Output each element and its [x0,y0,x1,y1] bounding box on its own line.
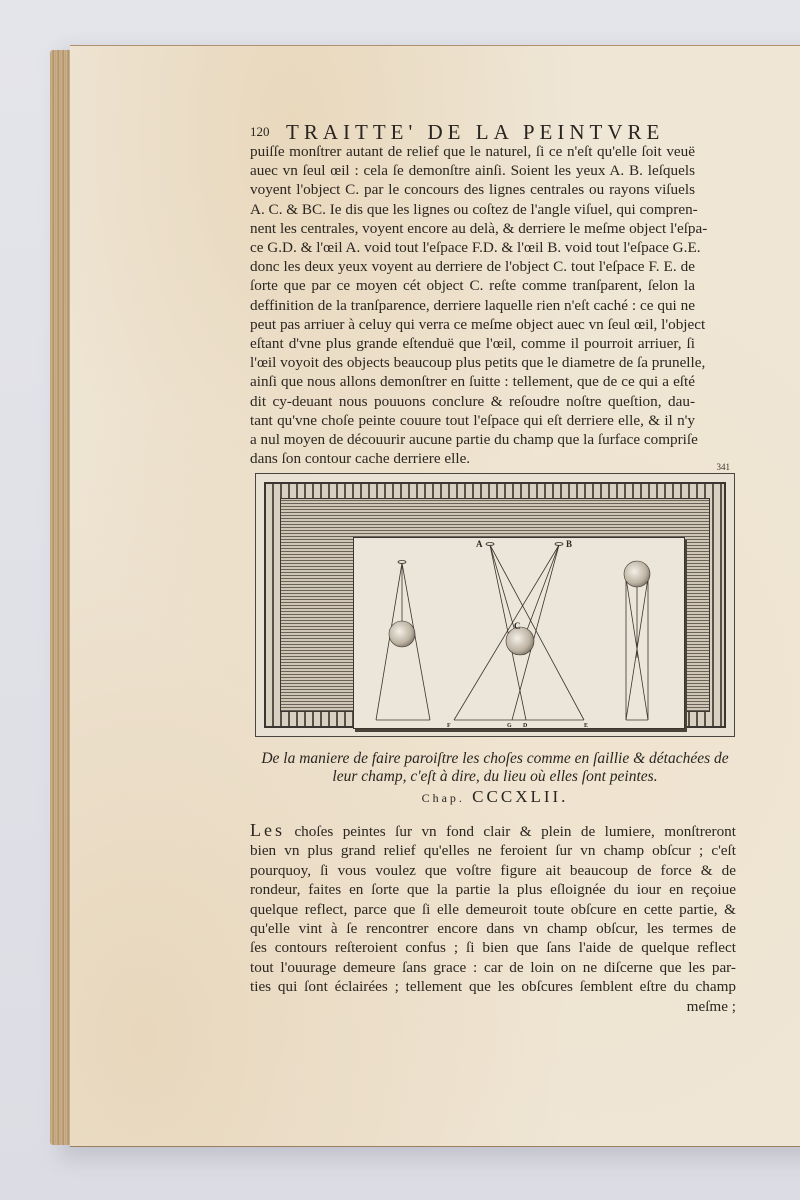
text-line: puiſſe monſtrer autant de relief que le naturel, ſi ce n'eſt qu'elle ſoit veuë [250,143,695,160]
text-line: dit cy-deuant nous pouuons conclure & reſoudre noſtre queſtion, dau- [250,392,695,410]
text-line: tout l'ouurage demeure ſans grace : car de loin on ne diſcerne que les par- [250,958,736,976]
caption-line-1: De la maniere de faire paroiſtre les choſes comme en ſaillie & détachées de [261,750,729,767]
running-head [250,120,690,142]
text-line: qu'elle vint à ſe rencontrer encore dans vn champ obſcur, les termes de [250,920,736,938]
text-line: pourquoy, ſi vous voulez que voſtre figure ait beaucoup de force & de [250,861,736,879]
text-line: donc les deux yeux voyent au derriere de l'object C. tout l'eſpace F. E. de [250,258,695,276]
text-line: nent les centrales, voyent encore au delà, & derriere le meſme object l'eſpa- [250,219,708,237]
caption-line-2: leur champ, c'eſt à dire, du lieu où elles ſont peintes. [332,768,658,785]
first-line-text: choſes peintes ſur vn fond clair & plein de lumiere, monſtreront [285,823,736,840]
engraved-plate [255,462,735,737]
text-line: peut pas arriuer à celuy qui verra ce meſme object auec vn ſeul œil, l'object [250,315,706,333]
plate-number: 341 [716,462,730,472]
running-title: TRAITTE' DE LA PEINTVRE [286,120,665,144]
text-line: quelque reflect, parce que ſi elle demeuroit toute obſcure en cette partie, & [250,900,736,918]
text-line: l'œil voyoit des objects beaucoup plus petits que le diametre de ſa prunelle, [250,354,706,372]
ornamental-frame [264,482,726,728]
dropcap-initial: Les [250,820,285,840]
body-text-bottom [250,821,736,1016]
text-line: ſes contours reſteroient confus ; ſi bien que ſans l'aide de quelque reflect [250,939,736,957]
text-line: ties qui ſont éclairées ; tellement que les obſcures ſemblent eſtre du champ [250,978,736,996]
label-c: C [514,621,521,631]
label-f: F [447,723,451,728]
text-line: ce G.D. & l'œil A. void tout l'eſpace F.D. & l'œil B. void tout l'eſpace G.E. [250,239,701,257]
text-line [250,821,736,841]
label-a: A [476,539,483,549]
label-g: G [507,723,512,728]
text-line: a nul moyen de découurir aucune partie du champ que la ſurface compriſe [250,431,698,449]
chapter-heading [250,787,740,807]
label-b: B [566,539,573,549]
perspective-diagram [353,537,685,729]
hatched-border [280,498,710,728]
text-line: deffinition de la tranſparence, derriere laquelle rien n'eſt caché : ce qui ne [250,296,695,314]
catchword: meſme ; [686,997,736,1015]
text-line: ſorte que par ce moyen cét object C. reſte comme tranſparent, ſelon la [250,277,695,295]
sphere-right [624,561,650,587]
text-line: A. C. & BC. Ie dis que les lignes ou coſtez de l'angle viſuel, qui compren- [250,200,698,218]
chapter-prefix: Chap. [421,791,465,805]
text-line: voyent l'object C. par le concours des lignes centrales ou rayons viſuels [250,181,695,199]
sphere-center [506,627,534,655]
text-line: tant qu'vne choſe peinte couure tout l'eſpace qui eſt derriere elle, & il n'y [250,411,695,429]
vision-diagram-svg [354,538,684,728]
chapter-number: CCCXLII. [472,787,569,806]
text-line: dans ſon contour cache derriere elle. [250,450,471,468]
label-e: E [584,723,589,728]
text-line: auec vn ſeul œil : cela ſe demonſtre ainſi. Soient les yeux A. B. leſquels [250,162,695,180]
text-line: ainſi que nous allons demonſtrer en ſuitte : tellement, que de ce qui a eſté [250,373,695,391]
text-line: eſtant d'vne plus grande eſtenduë que l'œil, comme il pourroit arriuer, ſi [250,335,695,353]
label-d: D [523,723,528,728]
text-line: rondeur, faites en ſorte que la partie la plus eſloignée du iour en reçoiue [250,881,736,899]
text-line: bien vn plus grand relief qu'elles ne feroient ſur vn champ obſcur ; c'eſt [250,842,736,860]
chapter-caption [250,750,740,807]
page-number: 120 [250,124,270,139]
body-text-top [250,142,708,468]
sphere-left [389,621,415,647]
